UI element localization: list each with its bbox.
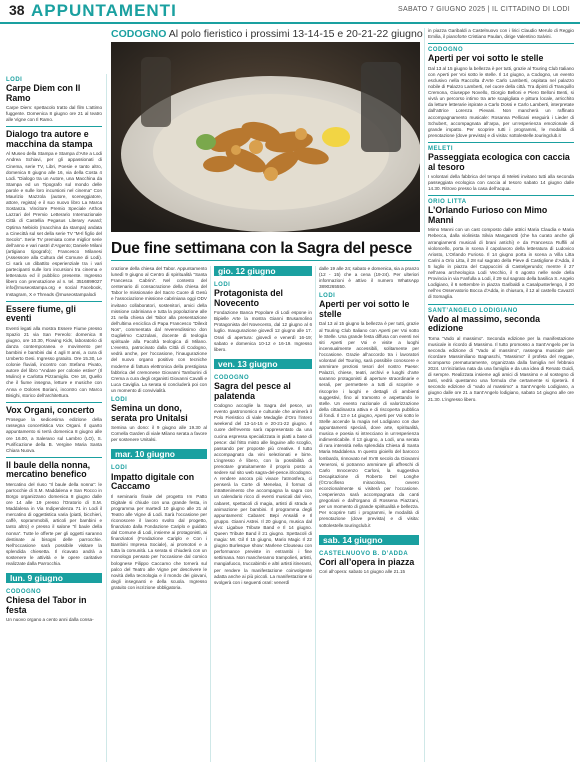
article-title: Essere fiume, gli eventi <box>6 303 76 324</box>
article-title: Vox Organi, concerto <box>6 404 95 415</box>
article-title: Dialogo tra autore e macchina da stampa <box>6 129 93 149</box>
article-body: Eventi legati alla mostra Essere Fiume presso Spazio 21 via San Fereolo: domenica 8 giugno, ore 10.30, Flowing Kids, laboratorio di danza contemporanea e movimento per bambini e bambini dai 4 agli 8 anni, a cura di Umberto Gesi. Ingresso gratuito. Ore 15.30, Le colonie fluviali, incontro con Stefano Pivato, autore del libro “Andare per colonie estive” (Il Mulino) e Carlotta Pizzamiglio. Ore 18, Quello che il fiume insegna, letture e musiche con Anna e Dolores Boriani, incontro con Marco Bisighi, storico dell’architettura. <box>6 325 102 398</box>
article-body: I volontari della fabbrica del tempo di Meleti invitano tutti alla seconda passeggiata ecologica con caccia al tesoro sabato 14 giugno dalle 14.30. Ritrovo presso la casa dell’acqua. <box>428 174 574 192</box>
date-bar: sab. 14 giugno <box>319 535 419 545</box>
article-body: Mimo Manni con un cast composto dalle attrici Maria Claudia e Maria Rebecca, dalla violinista Silvia Manganotti (che ha curato anche gli arrangiamenti musicali di brani antichi) e da Francesca Ruffili al violoncello, porta in scena il capolavoro della letteratura di Ludovico Ariosto, L’Orlando Furioso. Il 14 giugno porta in scena a Villa Litta Carini a Orio Litta, il 28 sul sagrato della Pieve di Castiglione d’Adda, il 5 luglio in piazza del Cappuccini di Castelgerundo; mentre il 27 nell’area archeologica Lodi Vecchio, il 6 agosto nelle sede della Provincia in via Fanfulla a Lodi, il 29 sul sagrato della basilica S. Angelo Lodigiano, il 6 settembre in piazza Garibaldi a Casalpusterlengo, il 20 nell’ex Osservatorio Bocca d’Adda, in chiusura, il 12 al castello Cavazzi di Somaglia. <box>428 227 574 300</box>
article-title: Semina un dono, serata pro Unitalsi <box>111 403 188 423</box>
header-meta: SABATO 7 GIUGNO 2025 | IL CITTADINO DI LODI <box>398 6 570 13</box>
date-bar: mar. 10 giugno <box>111 449 207 459</box>
kicker-place: CODOGNO <box>111 28 167 40</box>
divider <box>428 195 574 196</box>
article-title: Impatto digitale con Caccamo <box>111 471 195 492</box>
date-bar: lun. 9 giugno <box>6 573 102 583</box>
article-label: CODOGNO <box>428 47 464 54</box>
article-title: Cori all’opera in piazza <box>319 556 415 567</box>
divider <box>428 43 574 44</box>
column-rule <box>210 266 211 762</box>
article-label: LODI <box>111 465 128 472</box>
column-rule <box>315 266 316 762</box>
article-label: SANT’ANGELO LODIGIANO <box>428 307 518 314</box>
article-title: Il baule della nonna, mercatino benefico <box>6 459 91 480</box>
article-title: Protagonista del Novecento <box>214 288 283 308</box>
section-title: APPUNTAMENTI <box>31 1 177 20</box>
article-label: LODI <box>214 282 231 289</box>
article-body: Cori all’opera: sabato 14 giugno alle 21.15 <box>319 569 406 575</box>
article-body: Torna “Vado al massimo”. Seconda edizione per la manifestazione musicale in ricordo di Massimo. Il tutto promosso a Sant’Angelo per la seconda edizione di “Vado al massimo”, rassegna musicale per ricordare Massimiliano Bagnaschi, “Massimo” il profeta del reggae, scomparso prematuramente, organizzata dalla famiglia nel febbraio 2024. Un’iniziativa nata da una famiglia e da una idea di Renato Guidi, di sempre. Realizzata insieme agli amici di Massimo e al sostegno di tanti, vedrà questanno una formula che certamente si ripeterà. Il secondo edizione di “vado al massimo” a Sant’Angelo Lodigiano, a giugno dalle ore 21 a Sant’Angelo lodigiano, sabato 14 giugno alle ore 21.30. L’ingresso libero. <box>428 335 574 402</box>
column-2 <box>111 266 207 764</box>
article-body: Un nuovo organo a cento anni dalla consa- <box>6 617 94 623</box>
article-label: CASTELNUOVO B. D’ADDA <box>319 550 409 557</box>
column-3 <box>214 266 312 764</box>
article-title: Vado al massimo, seconda edizione <box>428 313 540 334</box>
photo-plate-of-fried-fish <box>111 42 420 232</box>
article-body: Dal 13 al 15 giugno la bellezza è per tutti, grazie al Touring Club Italiano con Aperti per Voi sotto le stelle. Il 14 giugno, a Codogno, un evento esclusivo nella Raccolta d’Arte Carlo Lamberti, ospitata nel palazzo nobile di Palazzo Lamberti, nel cuore della città. Tra dipinti di Tranquillo Cremona, Giuseppe Novello, Giorgio Belloni e Piero Belloni Benti, si vivrà un percorso intimo tra arte scapigliata e pittura locale, arricchito da letture letterarie ispirate a Carlo Dossi e Carlo Lamberti, interpretate dall’attrice Lorenza Pievani. Non mancherà un raffinato accompagnamento musicale: Rosanna Pellicani eseguirà i Lieder di Schubert, accompagnata all’arpa, per un’esperienza emozionale di grande impatto. Per scoprire tutti i programmi, le modalità di prenotazione (dove prevista) e di visita: sottolestelle.touringclub.it <box>428 65 574 138</box>
article-body: Il seminario finale del progetto Im Patto Digitale si chiude con una grande festa, in programma per martedì 10 giugno alle 21 al Teatro alle Vigne di Lodi. Sarà l’occasione per riconoscere il lavoro svolto dal progetto, finanziato dalla Fondazione Cariplo e guidato dal Comune di Lodi, insieme ai protagonisti, ai finanziatori (Fondazione Cariplo e Con i Bambini Impresa Sociale), ai promotori e a tutta la comunità. La serata si chiuderà con un monologo pensato per l’occasione dal comico bolognese Filippo Caccamo che tornerà sul palco del Teatro alle Vigne per descrivere le novità della tecnologia e il mondo dei giovani, degli insegnanti e della scuola. Ingresso gratuito con iscrizione obbligatoria. <box>111 493 207 590</box>
column-1 <box>6 74 102 764</box>
article-label: LODI <box>319 293 336 300</box>
divider <box>6 402 102 403</box>
article-title: Aperti per voi sotto le stelle <box>319 299 410 319</box>
article-body: Codogno accoglie la Sagra del pesce, un evento gastronomico e culturale che animerà il Polo Fieristico di viale Medaglie d’Oro l’intero weekend del 13-14-15 e 20-21-22 giugno. Il cuore dell’evento sarà rappresentato da una cucina espressa specializzata in piatti a base di pesce: dal fritto misto alle linguine allo scoglio, passando per proposte più creative. Il tutto accompagnato da vini selezionati e birre. L’ingresso è libero, con la possibilità di prenotare gratuitamente il proprio posto a sedere sul sito web sagra-del-pesce.it/codogno. A rendere ancora più vivace l’atmosfera, ci penserà la Corte di Menelao, il format di intrattenimento che accompagna la sagra con un calendario ricco di eventi musicali dal vivo, cabaret, spettacoli di magia, artisti di strada e animazione per bambini. Il programma degli appuntamenti: Cabaret: Bepi Ansaldi e Il gruppo. Gianni Astrei. Il 20 giugno, musica dal vivo: Ligabue Tribute Band e Il 14 giugno. Queen Tribute Band il 21 giugno. Spettacoli di magia: Mr. Gil Il 15 giugno, Mario Magic Il 22 giugno Burlesque show: Marlene Clouseau con performance previste in entrambi i fine settimana. Non mancheranno trampolieri, artisti, mangiafuoco, truccabimbi e altri artisti itineranti, per rendere la manifestazione coinvolgente adatta anche ai più piccoli. La manifestazione si svolgerà con i seguenti orari: venerdì <box>214 403 312 585</box>
divider <box>6 301 102 302</box>
article-body: Al Museo della Stampa e Stampa d’Arte a Lodi Andrea Schiavi, per gli appassionati di Cinema, serie TV, Libri, Poesie e tanto altro, domenica 8 giugno alle 16, via della Costa 4 Lodi. “Dialogo tra un Autore, una Macchina da Stampa ed un Tipografo sul mondo delle parole e sulle loro incursioni nel cinema” Con Maurizio Mazzola (autore, sceneggiatore, attore, regista) e il suo nuovo libro La Marca Sostanza. Vincitore Premio Speciale Arthos Lazzari del Premio Letterario Internazionale Città di Castellia Pegasus Literary Award; Optima Nebiolo (macchina da stampa) andata a Cinecittà sul set della serie TV “M-Il figlio del Secolo”. Serie TV premiata come miglior serie dell’anno e vari nastri d’Argento; Daniele Milani (artigiano tipografo); Francesco Milanesi (Assessore alla Cultura del Comune di Lodi). Ci sarà un dibattito esperienziale tra i vari partecipanti sulle loro incursioni tra cinema e letteratura ed il pubblico presente. Ingresso libero con prenotazione al n. tel. 3516899027 info@museostampa.org e social Facebook, Instagram, X e Threads @museostampalodi <box>6 151 102 297</box>
headline-rule <box>111 260 420 261</box>
divider <box>6 457 102 458</box>
article-title: Aperti per voi sotto le stelle <box>428 53 544 64</box>
article-label: LODI <box>6 77 23 83</box>
page-number: 38 <box>9 2 25 18</box>
article-body: Carpe Diem: spettacolo tratto dal film L’attimo fuggente. Domenica 8 giugno ore 21 al teatro alle Vigne con Il Ramo. <box>6 105 102 123</box>
divider <box>428 304 574 305</box>
column-rule <box>424 28 425 762</box>
article-body: Semina un dono: il 9 giugno alle 19.30 al Cornella Garden di viale Milano serata a favore per sostenere Unitalsi. <box>111 425 207 443</box>
fried-fish-photo-icon <box>111 42 420 232</box>
date-bar: ven. 13 giugno <box>214 359 312 369</box>
kicker-text: Al polo fieristico i prossimi 13-14-15 e 20-21-22 giugno <box>168 28 423 40</box>
article-label: MELETI <box>428 145 453 152</box>
column-5 <box>428 28 574 764</box>
article-title: L’Orlando Furioso con Mimo Manni <box>428 205 548 225</box>
kicker <box>111 28 423 40</box>
article-body: Dal 13 al 15 giugno la bellezza è per tutti, grazie al Touring Club Italiano con Aperti per Voi sotto le Stelle. Una grande festa diffusa con eventi nei siti Aperti per Voi e visite a luoghi incensualmente accessibili, solitamente per l’occasione. Grazie all’accordo tra i lavoratori volontari del Touring, sarà possibile conoscere e ammirare preziosi tesori del nostro Paese: Palazzi, chiese, teatri, archivi e luoghi d’arte saranno protagonisti di aperture straordinarie e serali, per permettere a tutti di scoprire e riscoprire i luoghi e dettagli di ambienti suggestivi, fino al tramonto e aspettando le stelle. Un evento nazionale di valorizzazione della cittadinanza attiva e di riscoperta pubblica di fondi. Il 13 e 14 giugno, Aperti per Voi sotto le Stelle accende la magia nel Lodigiano con due appuntamenti speciali, dove arte, spiritualità, musica e poesia si intrecciano in un’esperienza indimenticabile. Il 13 giugno, a Lodi, una serata di rara intensità nella splendida Chiesa di Santa Maria Maddalena. In questo gioiello del barocco lombardo, rinnovato nel XVIII secolo da Giovanni Veneroni, si potranno ammirare gli affreschi di Carlo Innocenzo Carloni, la suggestiva Decapitazione di Roberto Del Longhe (©Crocifisso miracoloso, ovvero eccezionalmente si visiterà per l’occasione. L’esperienza sarà accompagnata da canti gregoriani e dall’organo di Rossena Piazzani, per un momento di grande spiritualità e bellezza. Per scoprire tutti i programmi, le modalità di prenotazione (dove prevista) e di visita: sottolestelle.touringclub.it <box>319 321 419 528</box>
article-body: Prosegue la sedicesima edizione della rassegna concertistica Vox Organi. Il quarto appuntamento si terrà domenica 8 giugno alle ore 16.00, a Salerano sul Lambro (LO), S. Purificazione della B. Vergine Maria Santa Chiara Nuova. <box>6 417 102 453</box>
article-body: Fondazione Banca Popolare di Lodi espone in Bipielle Arte la mostra Gianni Brusamolino Protagonista del Novecento, dal 12 giugno al 6 luglio. Inaugurazione giovedì 12 giugno alle 17. Orari di apertura: giovedì e venerdì 16-19; sabato e domenica 10-12 e 16-19. Ingresso libero. <box>214 310 312 352</box>
divider <box>6 126 102 127</box>
page-header <box>0 0 580 22</box>
article-label: CODOGNO <box>6 589 42 596</box>
divider <box>428 142 574 143</box>
article-label: LODI <box>111 396 128 403</box>
column-rule <box>106 74 107 762</box>
article-label: ORIO LITTA <box>428 199 467 206</box>
article-title: Passeggiata ecologica con caccia al tesoro <box>428 152 570 172</box>
article-body: Mercatino del riuso “Il baule della nonna”: le parrocchie di S.M. Maddalena e San Rocco in Borgo organizzano domenica 8 giugno dalle ore 14 alle 19 presso l’Oratorio di S.M. Maddalena in Via Indipendenza 71 in Lodi il mercatino di oggettistica varia (piatti, bicchieri, caffè, soprammobili, articoli per bambini e tanto altro) e presso il salone “Il baule della nonna”. Tutte le offerte per gli oggetti saranno destinate ai bisogni delle parrocchie. Nell’occasione sarà possibile visitare la splendida chiesetta. Il ricavato andrà a sostenere le attività e le opere caritative realizzate dalla Parrocchia. <box>6 481 102 567</box>
article-label: CODOGNO <box>214 374 250 381</box>
column-4 <box>319 266 419 764</box>
article-title: Chiesa del Tabor in festa <box>6 595 87 615</box>
article-title: Carpe Diem con Il Ramo <box>6 83 81 103</box>
headline: Due fine settimana con la Sagra del pesce <box>111 240 413 257</box>
article-title: Sagra del pesce al palatenda <box>214 381 291 401</box>
date-bar: gio. 12 giugno <box>214 266 312 276</box>
header-rule <box>0 22 580 24</box>
article-body: crazione della chiesa del Tabor. Appuntamento lunedì 9 giugno al Centro di spiritualità “Santa Francesca Cabrini”. Nel contesto del centenario di consacrazione della chiesa del Tabor le missionarie del Sacro Cuore di Gesù e l’associazione missione cabriniana oggi ODV invitano collaboratori, sostenitori, amici della missione cabriniana e tutta la popolazione alle 21 nella chiesa del Tabor alla presentazione dell’ultima enciclica di Papa Francesco “Dilexit Nos”, commentata dal reverendissimo don Guglielmo Cazzulani, docente di teologia spirituale alla Facoltà teologica di Milano. L’evento, patrocinato dalla Città di Codogno, vedrà anche, per l’occasione, l’inaugurazione del nuovo organo positivo con tecniche moderne di fattura elettronica della prestigiosa fabbrica del cremonese Giovanni Tamburini di Crema a cura degli organisti Giovanni Cavalli e Luca Caviglia. La serata si concluderà poi con un momento di convivialità. <box>111 266 207 393</box>
article-body: in piazza Garibaldi a Castelnuovo con i lirici Claudio Merulo di Reggio Emilia, il pianoforte Cristiano Paulan, dirige Valentino Salvini. <box>428 28 574 40</box>
article-body: dalle 19 alle 24; sabato e domenica, sia a pranzo (12 - 15) che a cena (19-24). Per ulteriori informazioni è attivo il numero WhatsApp 3890265550. <box>319 266 419 290</box>
